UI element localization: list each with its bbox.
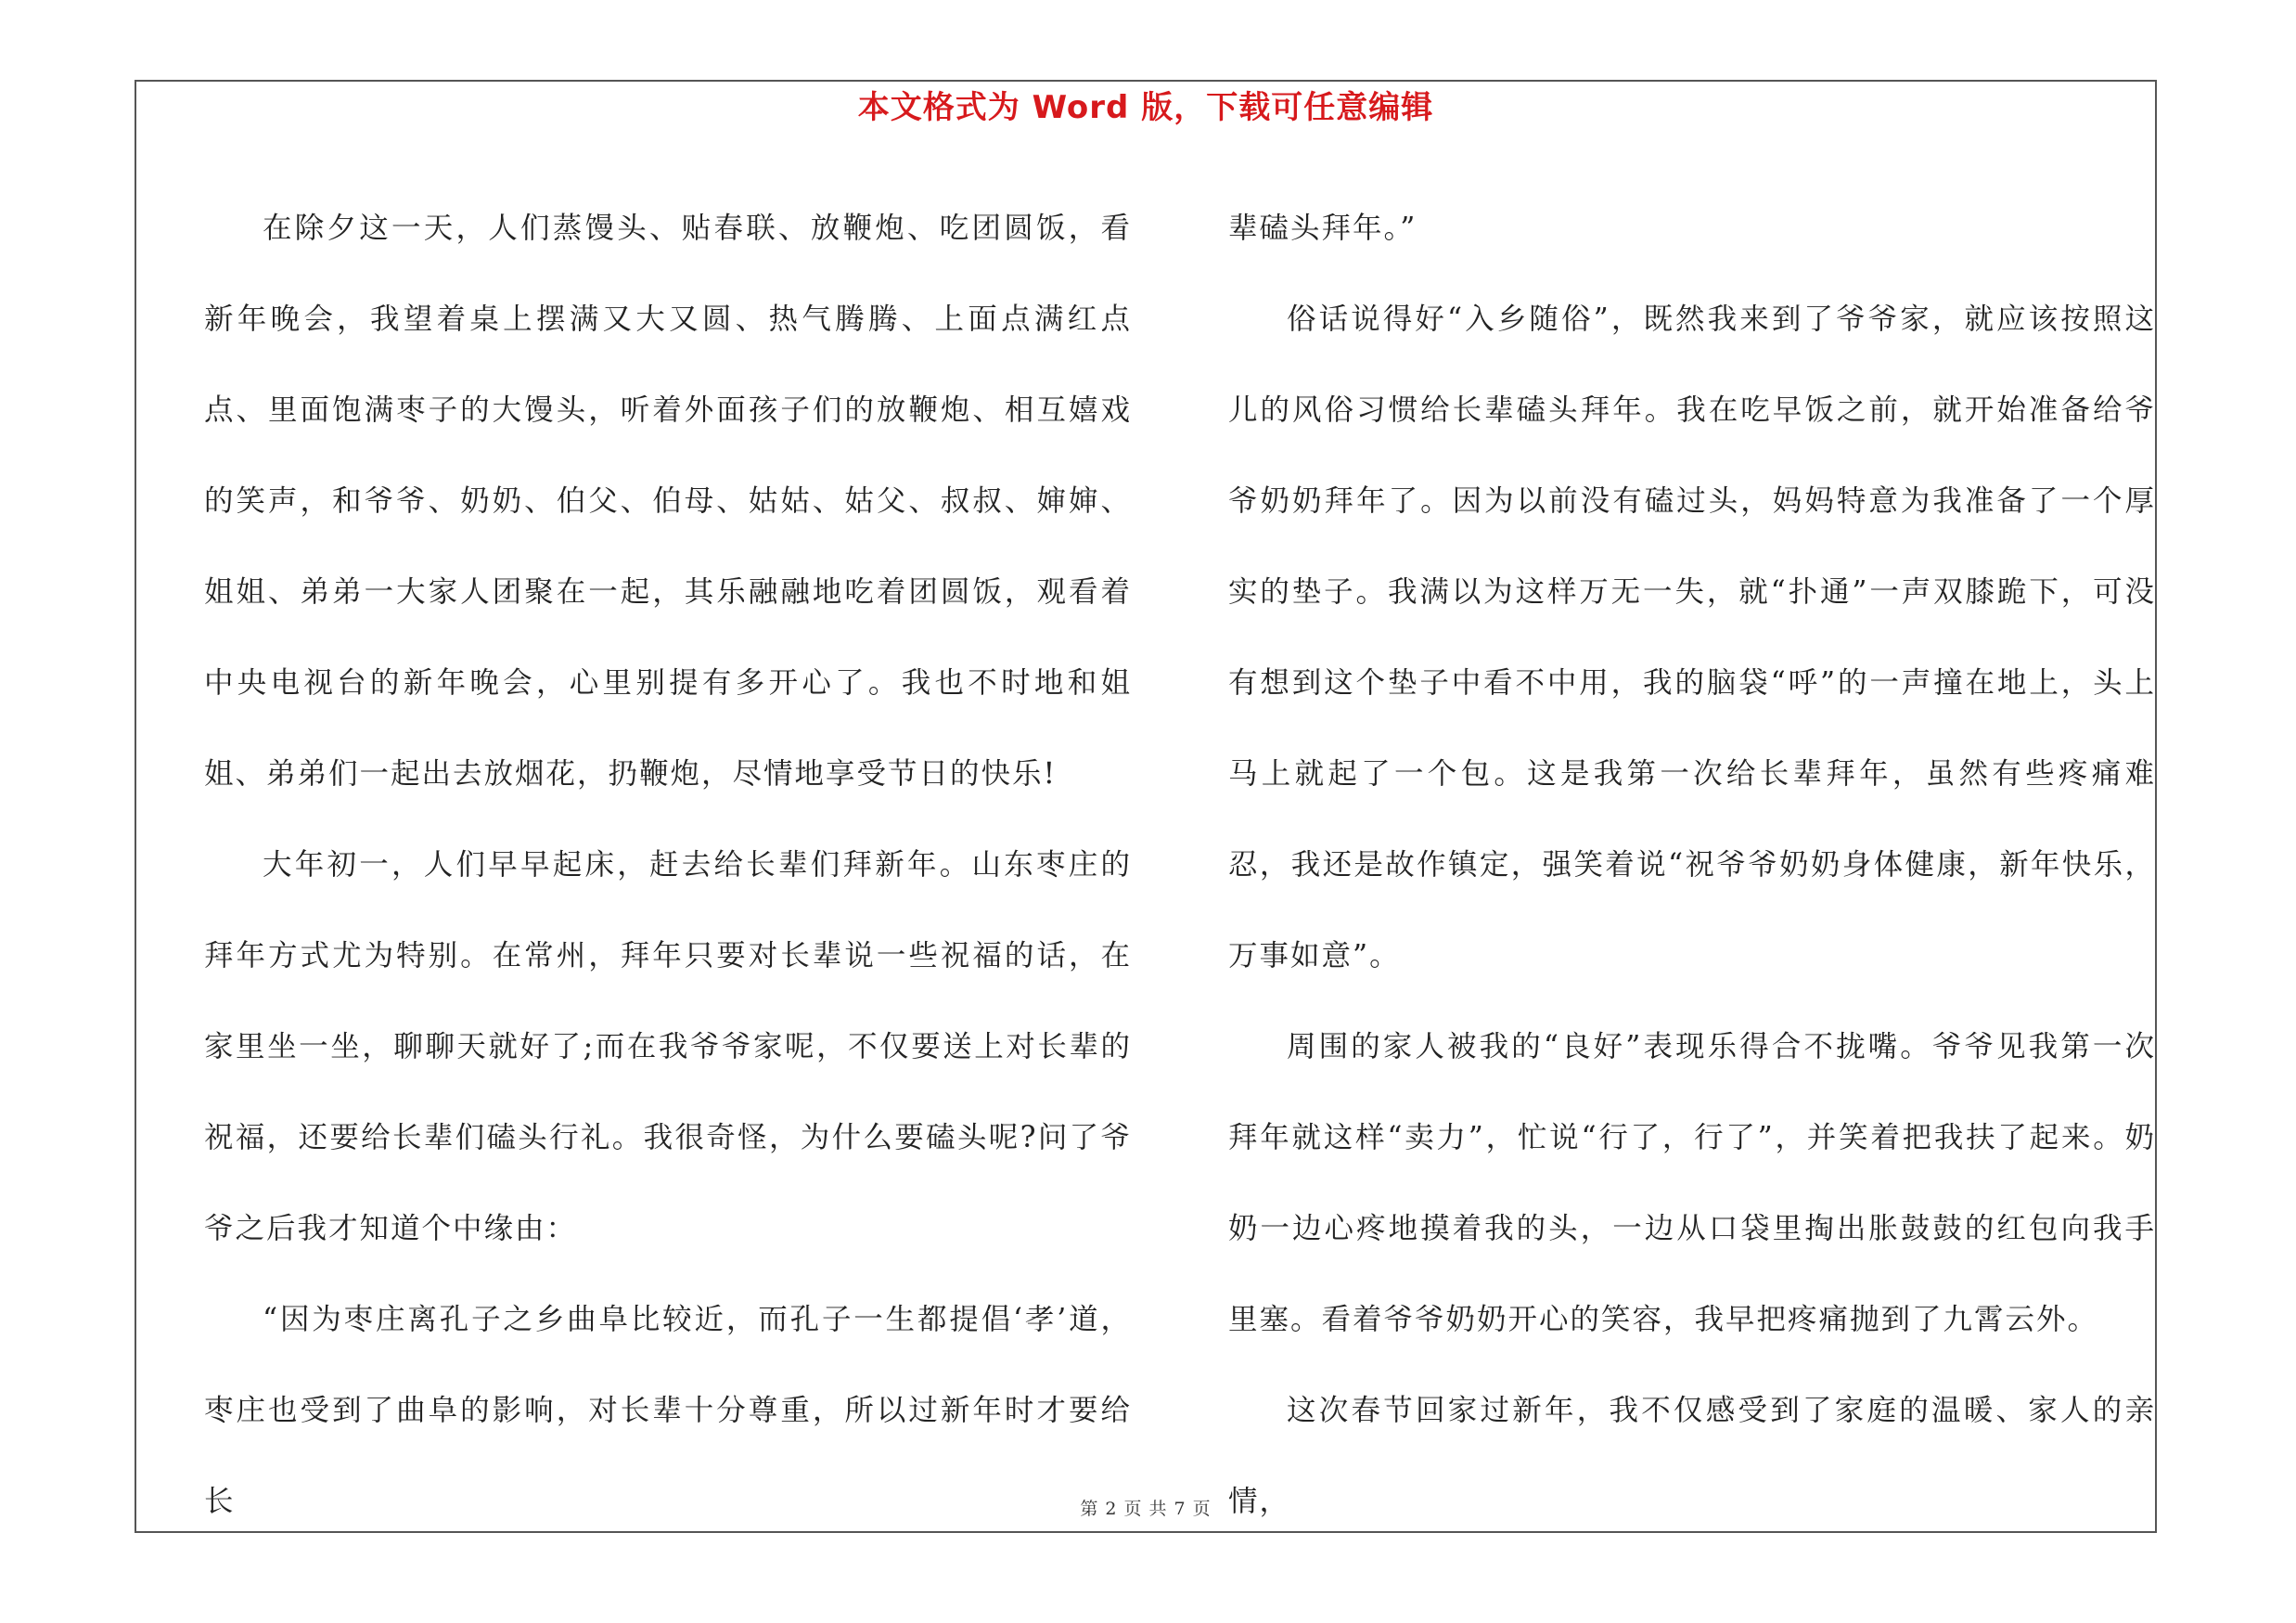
paragraph-family-reaction: 周围的家人被我的“良好”表现乐得合不拢嘴。爷爷见我第一次拜年就这样“卖力”，忙说“行了，行了”，并笑着把我扶了起来。奶奶一边心疼地摸着我的头，一边从口袋里掏出胀鼓鼓的红包向我手里塞。看着爷爷奶奶开心的笑容，我早把疼痛抛到了九霄云外。 (1228, 1030, 2156, 1336)
left-text-column (204, 183, 1132, 1547)
paragraph-conclusion: 这次春节回家过新年，我不仅感受到了家庭的温暖、家人的亲情， (1228, 1394, 2156, 1518)
paragraph-continuation: 辈磕头拜年。” (1228, 212, 1417, 245)
paragraph-grandpa-quote: “因为枣庄离孔子之乡曲阜比较近，而孔子一生都提倡‘孝’道，枣庄也受到了曲阜的影响，对长辈十分尊重，所以过新年时才要给长 (204, 1303, 1132, 1518)
paragraph-new-years-eve: 在除夕这一天，人们蒸馒头、贴春联、放鞭炮、吃团圆饭，看新年晚会，我望着桌上摆满又大又圆、热气腾腾、上面点满红点点、里面饱满枣子的大馒头，听着外面孩子们的放鞭炮、相互嬉戏的笑声，和爷爷、奶奶、伯父、伯母、姑姑、姑父、叔叔、婶婶、姐姐、弟弟一大家人团聚在一起，其乐融融地吃着团圆饭，观看着中央电视台的新年晚会，心里别提有多开心了。我也不时地和姐姐、弟弟们一起出去放烟花，扔鞭炮，尽情地享受节日的快乐! (204, 212, 1132, 791)
format-notice-banner: 本文格式为 Word 版，下载可任意编辑 (857, 89, 1434, 126)
right-text-column (1228, 183, 2156, 1547)
paragraph-kowtow: 俗话说得好“入乡随俗”，既然我来到了爷爷家，就应该按照这儿的风俗习惯给长辈磕头拜年。我在吃早饭之前，就开始准备给爷爷奶奶拜年了。因为以前没有磕过头，妈妈特意为我准备了一个厚实的垫子。我满以为这样万无一失，就“扑通”一声双膝跪下，可没有想到这个垫子中看不中用，我的脑袋“呼”的一声撞在地上，头上马上就起了一个包。这是我第一次给长辈拜年，虽然有些疼痛难忍，我还是故作镇定，强笑着说“祝爷爷奶奶身体健康，新年快乐，万事如意”。 (1228, 303, 2156, 973)
paragraph-first-day: 大年初一，人们早早起床，赶去给长辈们拜新年。山东枣庄的拜年方式尤为特别。在常州，拜年只要对长辈说一些祝福的话，在家里坐一坐，聊聊天就好了;而在我爷爷家呢，不仅要送上对长辈的祝福，还要给长辈们磕头行礼。我很奇怪，为什么要磕头呢?问了爷爷之后我才知道个中缘由： (204, 848, 1132, 1245)
page-number: 第 2 页 共 7 页 (1080, 1499, 1212, 1519)
